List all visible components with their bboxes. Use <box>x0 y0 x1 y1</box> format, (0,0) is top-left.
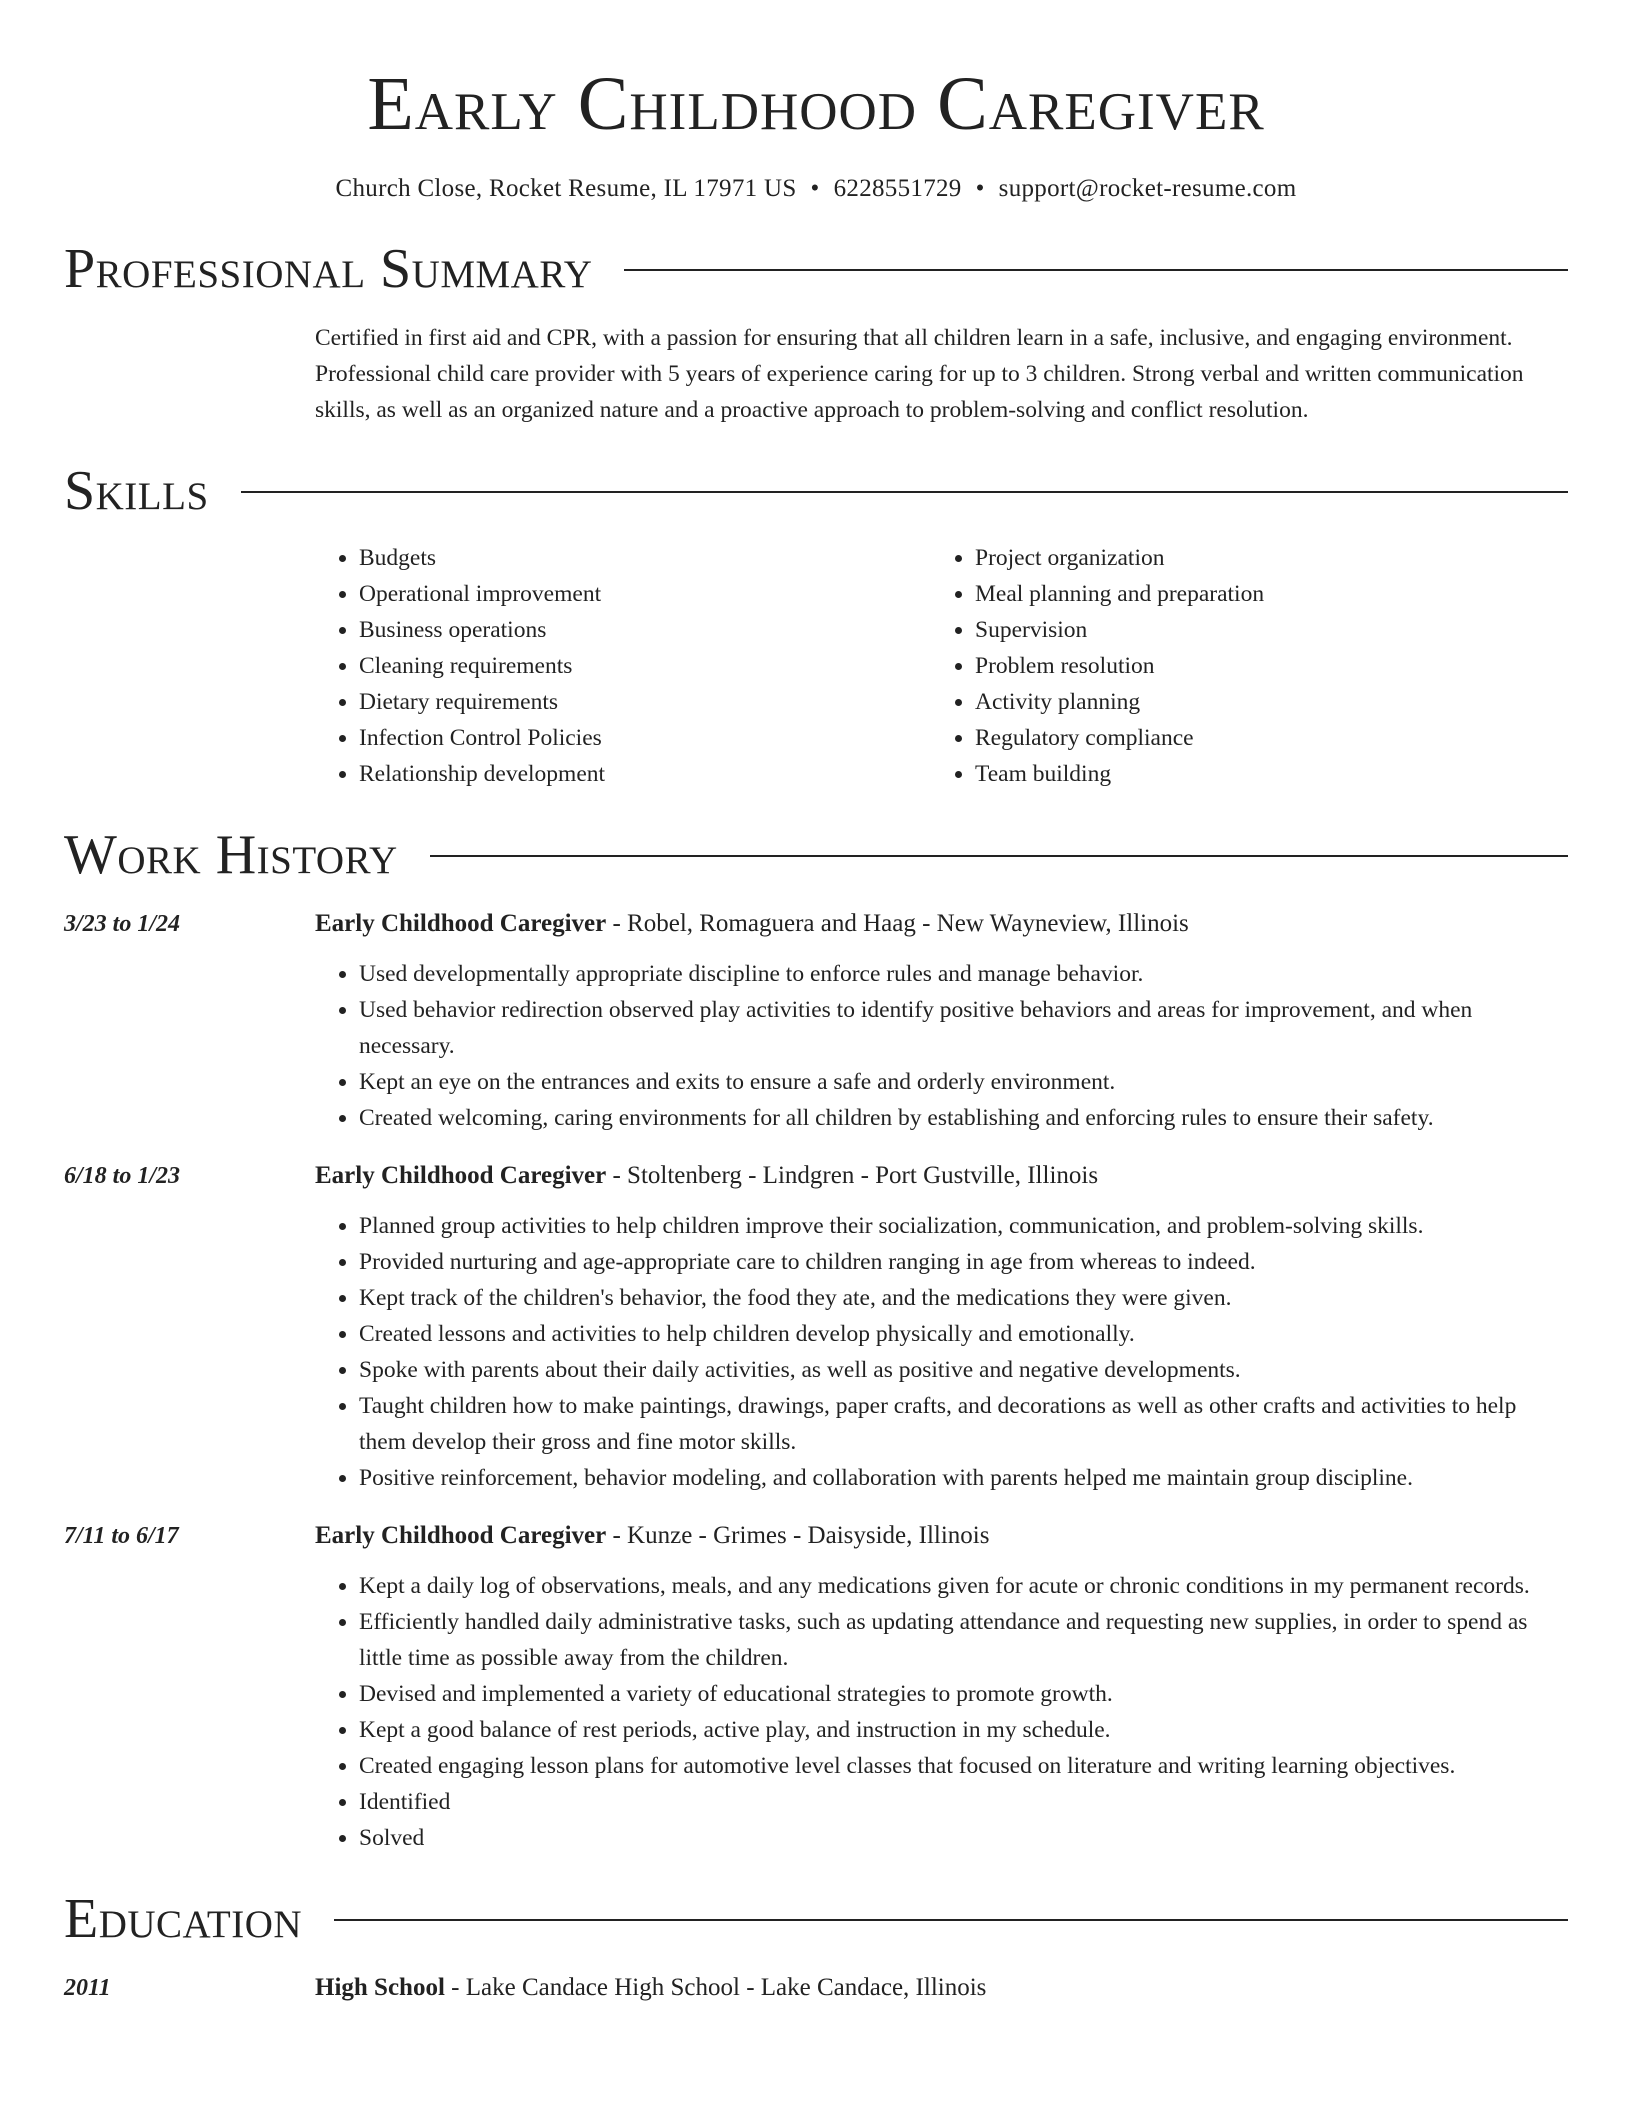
skill-item: • Meal planning and preparation <box>975 576 1547 612</box>
contact-email: support@rocket-resume.com <box>998 175 1297 202</box>
job-details <box>315 1518 1568 1856</box>
skill-item: • Operational improvement <box>359 576 931 612</box>
job-entry <box>64 1518 1568 1856</box>
contact-separator: • <box>975 175 985 202</box>
job-title: Early Childhood Caregiver <box>315 910 607 937</box>
job-bullet: • Planned group activities to help children improve their socialization, communication, and problem-solving skills. <box>359 1208 1568 1244</box>
education-date: 2011 <box>64 1975 111 2001</box>
job-bullet: • Spoke with parents about their daily activities, as well as positive and negative developments. <box>359 1352 1568 1388</box>
education-entry <box>64 1970 1568 2006</box>
skill-item: • Dietary requirements <box>359 684 931 720</box>
job-title-line <box>315 1518 1568 1554</box>
skills-section-header <box>64 458 1568 524</box>
section-divider <box>624 269 1568 271</box>
resume-name: Early Childhood Caregiver <box>367 62 1265 146</box>
section-divider <box>430 855 1568 857</box>
contact-address: Church Close, Rocket Resume, IL 17971 US <box>335 175 797 202</box>
job-title: Early Childhood Caregiver <box>315 1162 607 1189</box>
education-degree: High School <box>315 1974 445 2001</box>
job-title-line <box>315 1158 1568 1194</box>
skill-item: • Project organization <box>975 540 1547 576</box>
job-dates: 3/23 to 1/24 <box>64 911 181 937</box>
job-bullets <box>315 1208 1568 1496</box>
job-bullet: • Devised and implemented a variety of educational strategies to promote growth. <box>359 1676 1568 1712</box>
skill-item: • Infection Control Policies <box>359 720 931 756</box>
work-section-header <box>64 822 1568 888</box>
skill-item: • Problem resolution <box>975 648 1547 684</box>
education-details <box>315 1970 986 2006</box>
job-bullet: • Used developmentally appropriate discipline to enforce rules and manage behavior. <box>359 956 1568 992</box>
skills-list <box>315 540 1568 792</box>
job-title-line <box>315 906 1568 942</box>
job-bullet: • Positive reinforcement, behavior modeling, and collaboration with parents helped me maintain group discipline. <box>359 1460 1568 1496</box>
job-employer: - Kunze - Grimes - Daisyside, Illinois <box>606 1522 990 1549</box>
job-bullet: • Kept track of the children's behavior, the food they ate, and the medications they were given. <box>359 1280 1568 1316</box>
skill-item: • Team building <box>975 756 1547 792</box>
skill-item: • Business operations <box>359 612 931 648</box>
job-bullet: • Identified <box>359 1784 1568 1820</box>
job-bullet: • Kept an eye on the entrances and exits to ensure a safe and orderly environment. <box>359 1064 1568 1100</box>
contact-line <box>64 172 1568 206</box>
job-bullet: • Created welcoming, caring environments for all children by establishing and enforcing rules to ensure their safety. <box>359 1100 1568 1136</box>
job-details <box>315 906 1568 1136</box>
skills-column-right <box>931 540 1547 792</box>
summary-text: Certified in first aid and CPR, with a passion for ensuring that all children learn in a safe, inclusive, and engaging environment. Professional child care provider with 5 years of experience caring for up to 3 children. Strong verbal and written communication skills, as well as an organized nature and a proactive approach to problem-solving and conflict resolution. <box>315 325 1524 423</box>
job-bullet: • Kept a daily log of observations, meals, and any medications given for acute or chronic conditions in my permanent records. <box>359 1568 1568 1604</box>
job-entry <box>64 906 1568 1136</box>
skill-item: • Cleaning requirements <box>359 648 931 684</box>
education-heading: Education <box>64 1888 303 1950</box>
summary-heading: Professional Summary <box>64 238 593 300</box>
resume-page <box>64 0 1568 2006</box>
skills-heading: Skills <box>64 460 209 522</box>
job-bullet: • Used behavior redirection observed play activities to identify positive behaviors and areas for improvement, and when necessary. <box>359 992 1568 1064</box>
summary-section-header <box>64 236 1568 302</box>
job-bullet: • Efficiently handled daily administrative tasks, such as updating attendance and requesting new supplies, in order to spend as little time as possible away from the children. <box>359 1604 1568 1676</box>
work-history-list <box>64 906 1568 1856</box>
job-bullets <box>315 956 1568 1136</box>
contact-phone: 6228551729 <box>833 175 962 202</box>
section-divider <box>241 491 1568 493</box>
job-bullet: • Solved <box>359 1820 1568 1856</box>
job-bullets <box>315 1568 1568 1856</box>
job-dates: 6/18 to 1/23 <box>64 1163 181 1189</box>
skill-item: • Budgets <box>359 540 931 576</box>
job-entry <box>64 1158 1568 1496</box>
job-bullet: • Created lessons and activities to help children develop physically and emotionally. <box>359 1316 1568 1352</box>
job-bullet: • Provided nurturing and age-appropriate care to children ranging in age from whereas to indeed. <box>359 1244 1568 1280</box>
skill-item: • Supervision <box>975 612 1547 648</box>
skill-item: • Relationship development <box>359 756 931 792</box>
job-bullet: • Created engaging lesson plans for automotive level classes that focused on literature and writing learning objectives. <box>359 1748 1568 1784</box>
skill-item: • Regulatory compliance <box>975 720 1547 756</box>
section-divider <box>334 1919 1568 1921</box>
job-details <box>315 1158 1568 1496</box>
job-title: Early Childhood Caregiver <box>315 1522 607 1549</box>
skill-item: • Activity planning <box>975 684 1547 720</box>
job-dates: 7/11 to 6/17 <box>64 1523 179 1549</box>
job-bullet: • Kept a good balance of rest periods, active play, and instruction in my schedule. <box>359 1712 1568 1748</box>
education-school: - Lake Candace High School - Lake Candace, Illinois <box>444 1974 987 2001</box>
job-employer: - Robel, Romaguera and Haag - New Wayneview, Illinois <box>606 910 1189 937</box>
job-employer: - Stoltenberg - Lindgren - Port Gustville, Illinois <box>606 1162 1099 1189</box>
job-bullet: • Taught children how to make paintings, drawings, paper crafts, and decorations as well as other crafts and activities to help them develop their gross and fine motor skills. <box>359 1388 1568 1460</box>
work-heading: Work History <box>64 824 398 886</box>
education-section-header <box>64 1886 1568 1952</box>
skills-column-left <box>315 540 931 792</box>
contact-separator: • <box>810 175 820 202</box>
